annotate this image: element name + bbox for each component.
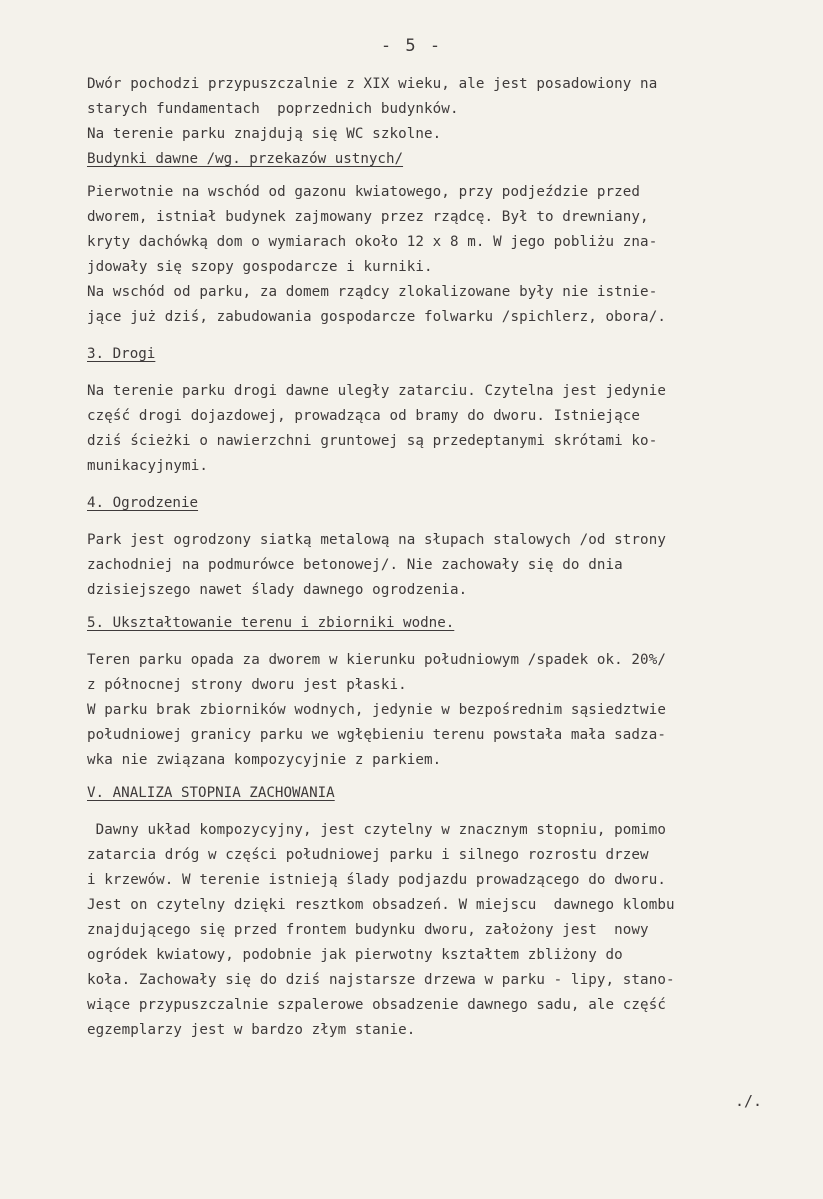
text-line: i krzewów. W terenie istnieją ślady podjazdu prowadzącego do dworu.	[87, 872, 666, 888]
text-line: Jest on czytelny dzięki resztkom obsadzeń. W miejscu dawnego klombu	[87, 897, 675, 913]
intro-paragraph	[87, 72, 799, 147]
text-line: wiące przypuszczalnie szpalerowe obsadzenie dawnego sadu, ale część	[87, 997, 666, 1013]
section-analiza-stopnia-zachowania	[87, 781, 799, 1043]
text-line: Na terenie parku znajdują się WC szkolne.	[87, 126, 442, 142]
section-heading: Budynki dawne /wg. przekazów ustnych/	[87, 151, 404, 167]
text-line: koła. Zachowały się do dziś najstarsze drzewa w parku - lipy, stano-	[87, 972, 675, 988]
section-budynki-dawne	[87, 147, 799, 330]
section-heading: V. ANALIZA STOPNIA ZACHOWANIA	[87, 785, 335, 801]
text-line: z północnej strony dworu jest płaski.	[87, 677, 407, 693]
text-line: starych fundamentach poprzednich budynków.	[87, 101, 459, 117]
section-drogi	[87, 342, 799, 479]
text-line: ogródek kwiatowy, podobnie jak pierwotny kształtem zbliżony do	[87, 947, 623, 963]
text-line: Na terenie parku drogi dawne uległy zatarciu. Czytelna jest jedynie	[87, 383, 666, 399]
text-line: dworem, istniał budynek zajmowany przez rządcę. Był to drewniany,	[87, 209, 649, 225]
section-ogrodzenie	[87, 491, 799, 603]
text-line: egzemplarzy jest w bardzo złym stanie.	[87, 1022, 416, 1038]
text-line: kryty dachówką dom o wymiarach około 12 x 8 m. W jego pobliżu zna-	[87, 234, 658, 250]
page-number: - 5 -	[380, 36, 443, 56]
section-heading: 4. Ogrodzenie	[87, 495, 199, 511]
text-line: Pierwotnie na wschód od gazonu kwiatowego, przy podjeździe przed	[87, 184, 641, 200]
text-line: wka nie związana kompozycyjnie z parkiem.	[87, 752, 442, 768]
text-line: dzisiejszego nawet ślady dawnego ogrodzenia.	[87, 582, 468, 598]
text-line: jące już dziś, zabudowania gospodarcze folwarku /spichlerz, obora/.	[87, 309, 666, 325]
text-line: munikacyjnymi.	[87, 458, 208, 474]
text-line: zatarcia dróg w części południowej parku i silnego rozrostu drzew	[87, 847, 649, 863]
text-line: część drogi dojazdowej, prowadząca od bramy do dworu. Istniejące	[87, 408, 641, 424]
text-line: Park jest ogrodzony siatką metalową na słupach stalowych /od strony	[87, 532, 666, 548]
text-line: jdowały się szopy gospodarcze i kurniki.	[87, 259, 433, 275]
section-heading: 3. Drogi	[87, 346, 156, 362]
text-line: W parku brak zbiorników wodnych, jedynie w bezpośrednim sąsiedztwie	[87, 702, 666, 718]
text-line: Teren parku opada za dworem w kierunku południowym /spadek ok. 20%/	[87, 652, 666, 668]
text-line: Dawny układ kompozycyjny, jest czytelny w znacznym stopniu, pomimo	[87, 822, 666, 838]
text-line: Dwór pochodzi przypuszczalnie z XIX wieku, ale jest posadowiony na	[87, 76, 658, 92]
text-line: Na wschód od parku, za domem rządcy zlokalizowane były nie istnie-	[87, 284, 658, 300]
document-body	[87, 72, 799, 1043]
section-heading: 5. Ukształtowanie terenu i zbiorniki wodne.	[87, 615, 455, 631]
text-line: zachodniej na podmurówce betonowej/. Nie zachowały się do dnia	[87, 557, 623, 573]
section-uksztaltowanie-terenu	[87, 611, 799, 773]
continuation-mark: ./.	[735, 1092, 763, 1110]
text-line: dziś ścieżki o nawierzchni gruntowej są przedeptanymi skrótami ko-	[87, 433, 658, 449]
text-line: znajdującego się przed frontem budynku dworu, założony jest nowy	[87, 922, 649, 938]
text-line: południowej granicy parku we wgłębieniu terenu powstała mała sadza-	[87, 727, 666, 743]
